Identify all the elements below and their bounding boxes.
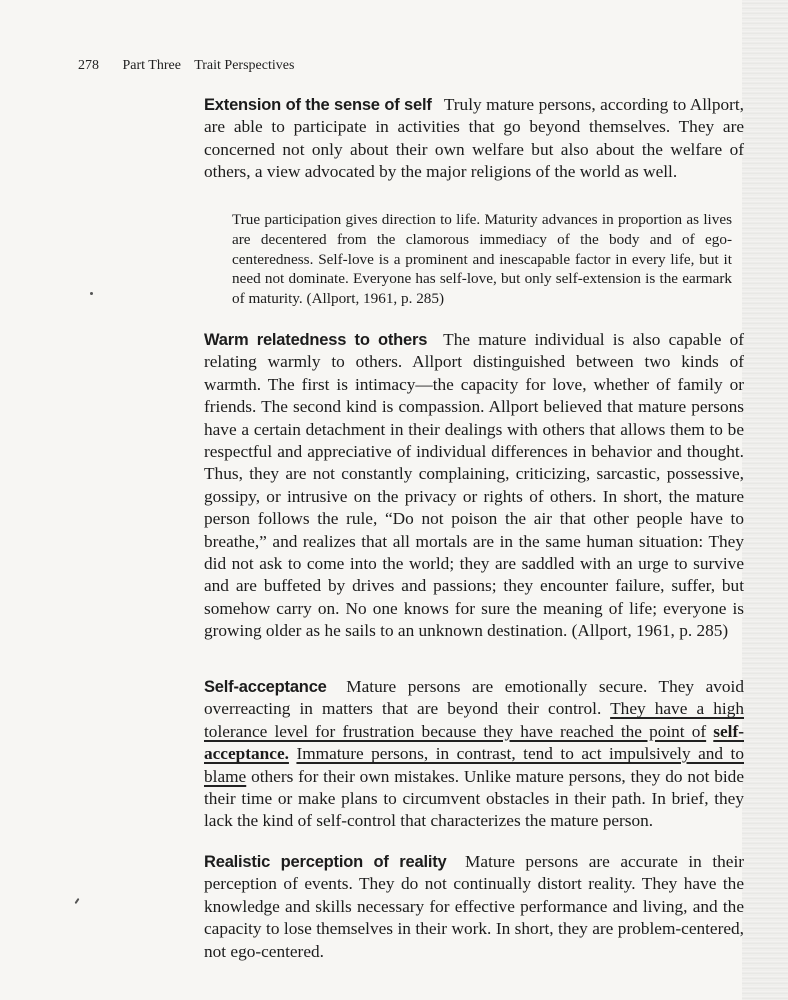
block-quote — [232, 210, 732, 309]
margin-speck — [90, 292, 93, 295]
part-label: Part Three — [122, 58, 181, 73]
section-heading: Extension of the sense of self — [204, 96, 432, 114]
scan-edge-shadow — [742, 0, 788, 1000]
section-body: Mature persons are accurate in their perception of events. They do not continually distort reality. They have the knowledge and skills necessary for effective performance and living, and the capacity to lose themselves in their work. In short, they are problem-centered, not ego-centered. — [204, 852, 744, 961]
running-head — [78, 58, 294, 74]
section-heading: Warm relatedness to others — [204, 331, 428, 349]
quote-text: True participation gives direction to life. Maturity advances in proportion as lives are decentered from the clamorous immediacy of the body and of ego-centeredness. Self-love is a prominent and inescapable factor in every life, but it need not dominate. Everyone has self-love, but only self-extension is the earmark of maturity. — [232, 211, 732, 308]
bold-term: self-acceptance. — [204, 721, 744, 764]
margin-pen-mark — [74, 898, 79, 904]
section-warm-relatedness — [204, 329, 744, 643]
pen-underlined-text-2: Immature persons, in contrast, tend to act impulsively and to blame — [204, 744, 744, 786]
section-citation: (Allport, 1961, p. 285) — [571, 621, 729, 641]
page-number: 278 — [78, 58, 99, 73]
section-body-continued: others for their own mistakes. Unlike mature persons, they do not bide their time or make plans to circumvent obstacles in their path. In brief, they lack the kind of self-control that characterizes the mature person. — [204, 766, 744, 831]
section-body: Mature persons are emotionally secure. They avoid overreacting in matters that are beyond their control. — [204, 677, 745, 719]
section-body: Truly mature persons, according to Allport, are able to participate in activities that go beyond themselves. They are concerned not only about their own welfare but also about the welfare of others, a view advocated by the major religions of the world as well. — [204, 95, 744, 182]
section-body: The mature individual is also capable of relating warmly to others. Allport distinguished between two kinds of warmth. The first is intimacy—the capacity for love, whether of family or friends. The second kind is compassion. Allport believed that mature persons have a certain detachment in their dealings with others that allows them to be respectful and appreciative of individual differences in behavior and thought. Thus, they are not constantly complaining, criticizing, sarcastic, possessive, gossipy, or intrusive on the privacy or rights of others. In short, the mature person follows the rule, “Do not poison the air that other people have to breathe,” and realizes that all mortals are in the same human situation: They did not ask to come into the world; they are saddled with an urge to survive and are buffeted by drives and passions; they encounter failure, suffer, but somehow carry on. No one knows for sure the meaning of life; everyone is growing older as he sails to an unknown destination. — [204, 330, 744, 641]
chapter-title: Trait Perspectives — [194, 58, 295, 73]
section-heading: Self-acceptance — [204, 678, 327, 696]
section-realistic-perception — [204, 851, 744, 963]
pen-underlined-text: They have a high tolerance level for frustration because they have reached the point of — [204, 699, 744, 741]
quote-citation: (Allport, 1961, p. 285) — [306, 290, 445, 308]
section-extension — [204, 94, 744, 184]
section-heading: Realistic perception of reality — [204, 853, 447, 871]
section-self-acceptance — [204, 676, 744, 833]
